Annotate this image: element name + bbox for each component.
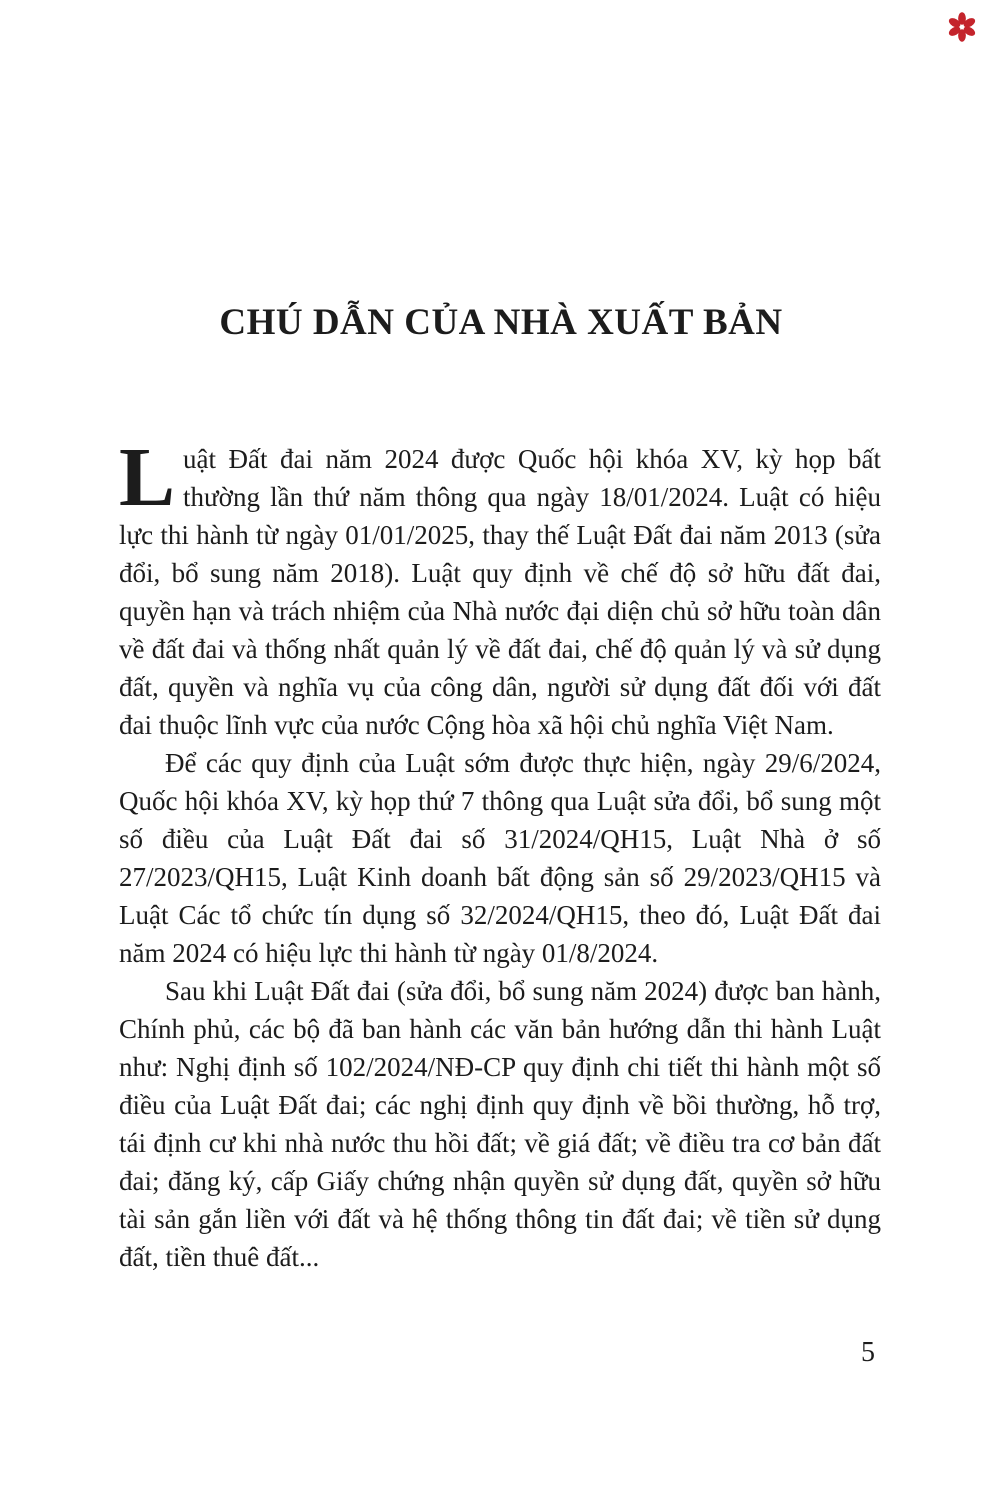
- drop-cap-letter: L: [119, 431, 176, 524]
- red-flower-ornament-icon: [947, 12, 977, 42]
- paragraph-1: [119, 431, 881, 744]
- publisher-note-body: [119, 431, 881, 1276]
- page-number: 5: [861, 1337, 875, 1368]
- paragraph-2: Để các quy định của Luật sớm được thực hiện, ngày 29/6/2024, Quốc hội khóa XV, kỳ họp thứ 7 thông qua Luật sửa đổi, bổ sung một số điều của Luật Đất đai số 31/2024/QH15, Luật Nhà ở số 27/2023/QH15, Luật Kinh doanh bất động sản số 29/2023/QH15 và Luật Các tổ chức tín dụng số 32/2024/QH15, theo đó, Luật Đất đai năm 2024 có hiệu lực thi hành từ ngày 01/8/2024.: [119, 748, 881, 968]
- page-title: CHÚ DẪN CỦA NHÀ XUẤT BẢN: [219, 302, 783, 343]
- paragraph-1-text: uật Đất đai năm 2024 được Quốc hội khóa XV, kỳ họp bất thường lần thứ năm thông qua ngày 18/01/2024. Luật có hiệu lực thi hành từ ngày 01/01/2025, thay thế Luật Đất đai năm 2013 (sửa đổi, bổ sung năm 2018). Luật quy định về chế độ sở hữu đất đai, quyền hạn và trách nhiệm của Nhà nước đại diện chủ sở hữu toàn dân về đất đai và thống nhất quản lý về đất đai, chế độ quản lý và sử dụng đất, quyền và nghĩa vụ của công dân, người sử dụng đất đối với đất đai thuộc lĩnh vực của nước Cộng hòa xã hội chủ nghĩa Việt Nam.: [119, 444, 881, 740]
- paragraph-3: Sau khi Luật Đất đai (sửa đổi, bổ sung năm 2024) được ban hành, Chính phủ, các bộ đã ban hành các văn bản hướng dẫn thi hành Luật như: Nghị định số 102/2024/NĐ-CP quy định chi tiết thi hành một số điều của Luật Đất đai; các nghị định quy định về bồi thường, hỗ trợ, tái định cư khi nhà nước thu hồi đất; về giá đất; về điều tra cơ bản đất đai; đăng ký, cấp Giấy chứng nhận quyền sử dụng đất, quyền sở hữu tài sản gắn liền với đất và hệ thống thông tin đất đai; về tiền sử dụng đất, tiền thuê đất...: [119, 976, 881, 1272]
